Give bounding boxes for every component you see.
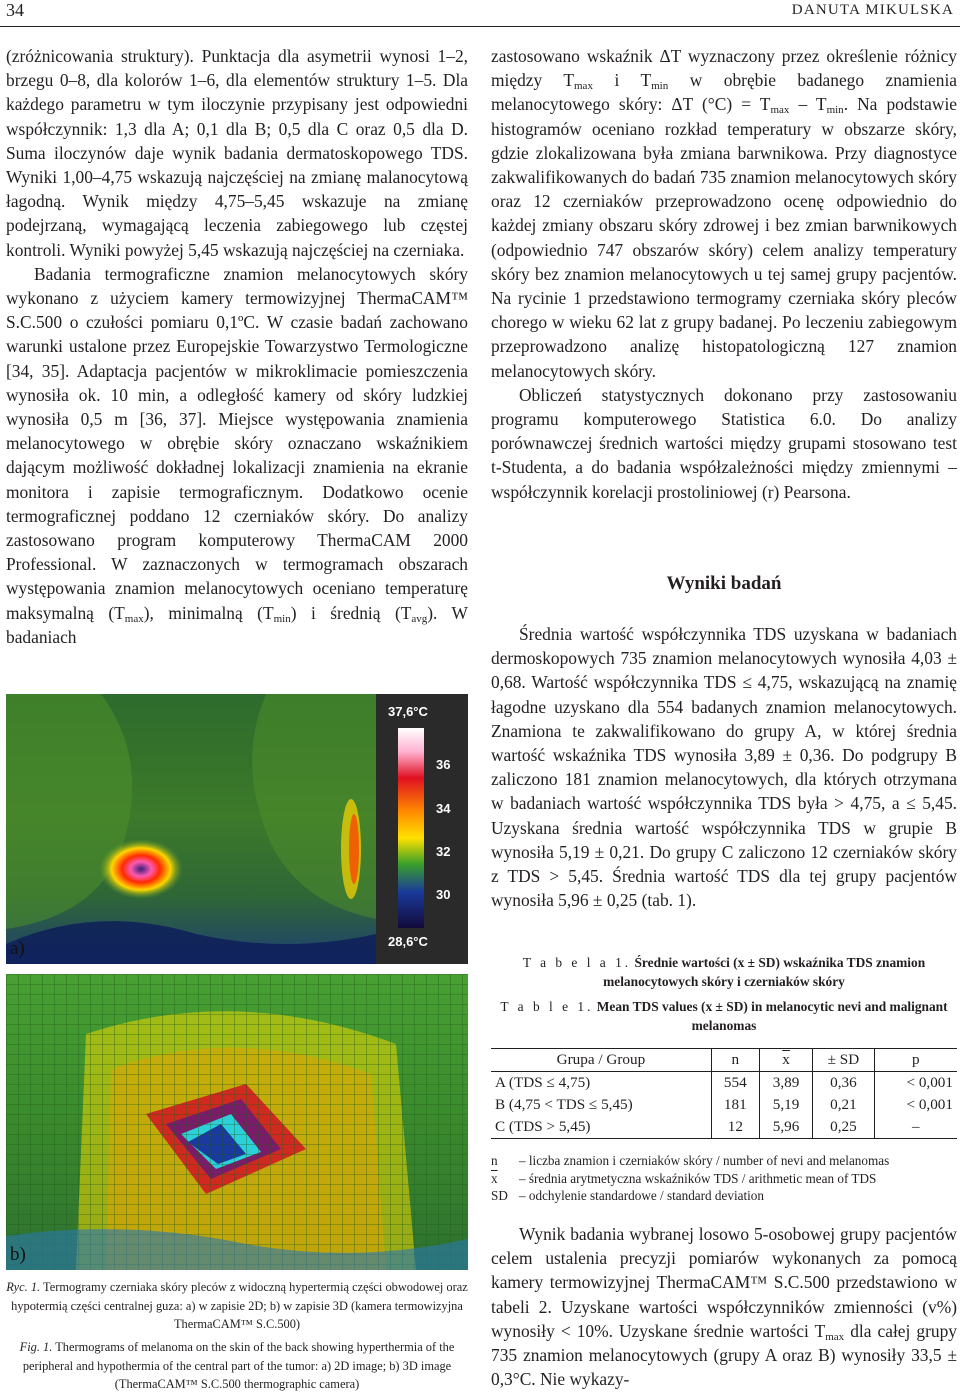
paragraph: Wynik badania wybranej losowo 5-osobowej grupy pacjentów celem ustalenia precyzji pomiarów wykonanych za pomocą kamery termowizyjnej ThermaCAM™ S.C.500 przedstawiono w tabeli 2. Uzyskane wartości współczynników zmienności (v%) wynosiły < 10%. Uzyskane średnie wartości $T_{max}$ dla całej grupy 735 znamion melanocytowych (grupy A oraz B) wynosiły 33,5 ± 0,3°C. Nie wykazy- bbox=[491, 1224, 957, 1390]
thermogram-2d bbox=[6, 694, 468, 964]
section-heading: Wyniki badań bbox=[666, 573, 782, 594]
paragraph: Badania termograficzne znamion melanocytowych skóry wykonano z użyciem kamery termowizyjnej ThermaCAM™ S.C.500 o czułości pomiaru 0,1ºC. W czasie badań zachowano warunki ustalone przez Europejskie Towarzystwo Termologiczne [34, 35]. Adaptacja pacjentów w mikroklimacie pomieszczenia wynosiła ok. 10 min, a odległość kamery od skóry ludzkiej wynosiła 0,5 m [36, 37]. Miejsce występowania znamienia melanocytowego w obrębie skóry oznaczano wskaźnikiem dającym możliwość dokładnej lokalizacji znamienia na ekranie monitora i zapisie termograficznym. Dodatkowo ocenie termograficznej poddano 12 czerniaków skóry. Do analizy zastosowano program komputerowy ThermaCAM 2000 Professional. W zaznaczonych w termogramach obszarach występowania znamion melanocytowych oceniano temperaturę maksymalną $(T_{max})$, minimalną $(T_{min})$ i średnią $(T_{avg})$. W badaniach bbox=[6, 263, 468, 647]
running-head: DANUTA MIKULSKA bbox=[791, 2, 954, 18]
figure-caption-en: Fig. 1. Thermograms of melanoma on the skin of the back showing hyperthermia of the peripheral and hypothermia of the central part of the tumor: a) 2D image; b) 3D image (ThermaCAM™ S.C.500 thermographic camera) bbox=[19, 1340, 455, 1392]
table-cell: A (TDS ≤ 4,75) bbox=[495, 1074, 591, 1091]
legend-item: SD – odchylenie standardowe / standard deviation bbox=[491, 1188, 764, 1203]
table-cell: 0,36 bbox=[813, 1072, 874, 1095]
legend-item: $\overline{x}$ – średnia arytmetyczna wskaźników TDS / arithmetic mean of TDS bbox=[491, 1170, 877, 1186]
thermogram-2d-image bbox=[6, 694, 468, 964]
table-cell: B (4,75 < TDS ≤ 5,45) bbox=[495, 1096, 633, 1113]
table-cell: 5,19 bbox=[759, 1094, 813, 1116]
thermogram-3d bbox=[6, 974, 468, 1270]
table-cell: 554 bbox=[711, 1072, 759, 1095]
left-column-text bbox=[6, 44, 468, 649]
table-header: $\overline{x}$ bbox=[759, 1049, 813, 1072]
table-legend bbox=[491, 1152, 957, 1205]
scale-min-label: 28,6°C bbox=[388, 934, 428, 949]
right-column-text-top bbox=[491, 44, 957, 504]
scale-tick-label: 34 bbox=[436, 801, 451, 816]
table-cell: 181 bbox=[711, 1094, 759, 1116]
table-header-row bbox=[491, 1049, 957, 1072]
figure-label-a: a) bbox=[10, 938, 25, 959]
thermogram-3d-image bbox=[6, 974, 468, 1270]
scale-tick-label: 30 bbox=[436, 887, 451, 902]
table-header: p bbox=[874, 1049, 957, 1072]
page-header bbox=[0, 0, 960, 27]
table-cell: 3,89 bbox=[759, 1072, 813, 1095]
table-caption-en: T a b l e 1. Mean TDS values (x ± SD) in melanocytic nevi and malignant melanomas bbox=[500, 999, 948, 1033]
scale-tick-label: 32 bbox=[436, 844, 451, 859]
table-row bbox=[491, 1094, 957, 1116]
scale-max-label: 37,6°C bbox=[388, 704, 428, 719]
figure-label-b: b) bbox=[10, 1244, 26, 1265]
figure-caption-pl: Ryc. 1. Termogramy czerniaka skóry pleców z widoczną hypertermią części obwodowej oraz hypotermią części centralnej guza: a) w zapisie 2D; b) w zapisie 3D (kamera termowizyjna ThermaCAM™ S.C.500) bbox=[6, 1280, 468, 1332]
paragraph: Obliczeń statystycznych dokonano przy zastosowaniu programu komputerowego Statistica 6.0. Do analizy porównawczej średnich wartości między grupami stosowano test t-Studenta, a do badania współzależności między zmiennymi – współczynnik korelacji prostoliniowej (r) Pearsona. bbox=[491, 384, 957, 502]
table-cell: 5,96 bbox=[759, 1116, 813, 1139]
right-column-text-bottom bbox=[491, 1222, 957, 1391]
table-cell: – bbox=[874, 1116, 957, 1139]
table-cell: < 0,001 bbox=[874, 1072, 957, 1095]
table-cell: C (TDS > 5,45) bbox=[495, 1118, 591, 1135]
right-column-text-results bbox=[491, 622, 957, 912]
table-header: n bbox=[711, 1049, 759, 1072]
table-cell: < 0,001 bbox=[874, 1094, 957, 1116]
table-row bbox=[491, 1072, 957, 1095]
table-header: ± SD bbox=[813, 1049, 874, 1072]
paragraph: (zróżnicowania struktury). Punktacja dla asymetrii wynosi 1–2, brzegu 0–8, dla kolorów 1–6, dla elementów struktury 1–5. Dla każdego parametru w tym iloczynie przypisany jest odpowiedni współczynnik: 1,3 dla A; 0,1 dla B; 0,5 dla C oraz 0,5 dla D. Suma iloczynów daje wynik badania dermatoskopowego TDS. Wyniki 1,00–4,75 wskazują najczęściej na zmianę malanocytową łagodną. Wynik między 4,75–5,45 wskazuje na zmianę podejrzaną, wymagającą leczenia zabiegowego lub częstej kontroli. Wyniki powyżej 5,45 wskazują najczęściej na czerniaka. bbox=[6, 46, 468, 260]
table-caption-pl: T a b e l a 1. Średnie wartości (x ± SD) wskaźnika TDS znamion melanocytowych skóry i czerniaków skóry bbox=[522, 955, 926, 989]
legend-item: n – liczba znamion i czerniaków skóry / number of nevi and melanomas bbox=[491, 1153, 890, 1168]
table-cell: 0,21 bbox=[813, 1094, 874, 1116]
page-number: 34 bbox=[6, 0, 24, 20]
table-header: Grupa / Group bbox=[556, 1051, 646, 1068]
tds-table bbox=[491, 1048, 957, 1139]
paragraph: Średnia wartość współczynnika TDS uzyskana w badaniach dermoskopowych 735 znamion melanocytowych wynosiła 4,03 ± 0,68. Wartość współczynnika TDS ≤ 4,75, wskazującą na znamię łagodne uzyskano dla 554 badanych znamion melanocytowych. Znamiona te zakwalifikowano do grupy A, w której średnia wartość wskaźnika TDS wynosiła 3,89 ± 0,36. Do podgrupy B zaliczono 181 znamion melanocytowych, dla których otrzymana w badaniach wartość współczynnika TDS była > 4,75, a ≤ 5,45. Uzyskana średnia wartość współczynnika TDS w grupie B wynosiła 5,19 ± 0,21. Do grupy C zaliczono 12 czerniaków skóry z TDS > 5,45. Średnia wartość TDS dla tej grupy pacjentów wynosiła 5,96 ± 0,25 (tab. 1). bbox=[491, 624, 957, 911]
table-cell: 12 bbox=[711, 1116, 759, 1139]
table-cell: 0,25 bbox=[813, 1116, 874, 1139]
scale-tick-label: 36 bbox=[436, 757, 451, 772]
table-row bbox=[491, 1116, 957, 1139]
paragraph: zastosowano wskaźnik ΔT wyznaczony przez określenie różnicy między $T_{max}$ i $T_{min}$ w obrębie badanego znamienia melanocytowego skóry: ΔT $(^\circ C) = T_{max} - T_{min}$. Na podstawie histogramów oceniano rozkład temperatury w obszarze skóry, gdzie zlokalizowana była zmiana barwnikowa. Przy diagnostyce zakwalifikowanych do badań 735 znamion melanocytowych skóry oraz 12 czerniaków przeprowadzono ocenę odpowiednio do każdej zmiany obszaru skóry zdrowej i bez zmian barwnikowych (odpowiednio 747 obszarów skóry) celem analizy temperatury skóry bez znamion melanocytowych u tej samej grupy pacjentów. Na rycinie 1 przedstawiono termogramy czerniaka skóry pleców chorego w wieku 62 lat z grupy badanej. Po leczeniu zabiegowym przeprowadzono analizę histopatologiczną 127 znamion melanocytowych skóry. bbox=[491, 46, 958, 381]
